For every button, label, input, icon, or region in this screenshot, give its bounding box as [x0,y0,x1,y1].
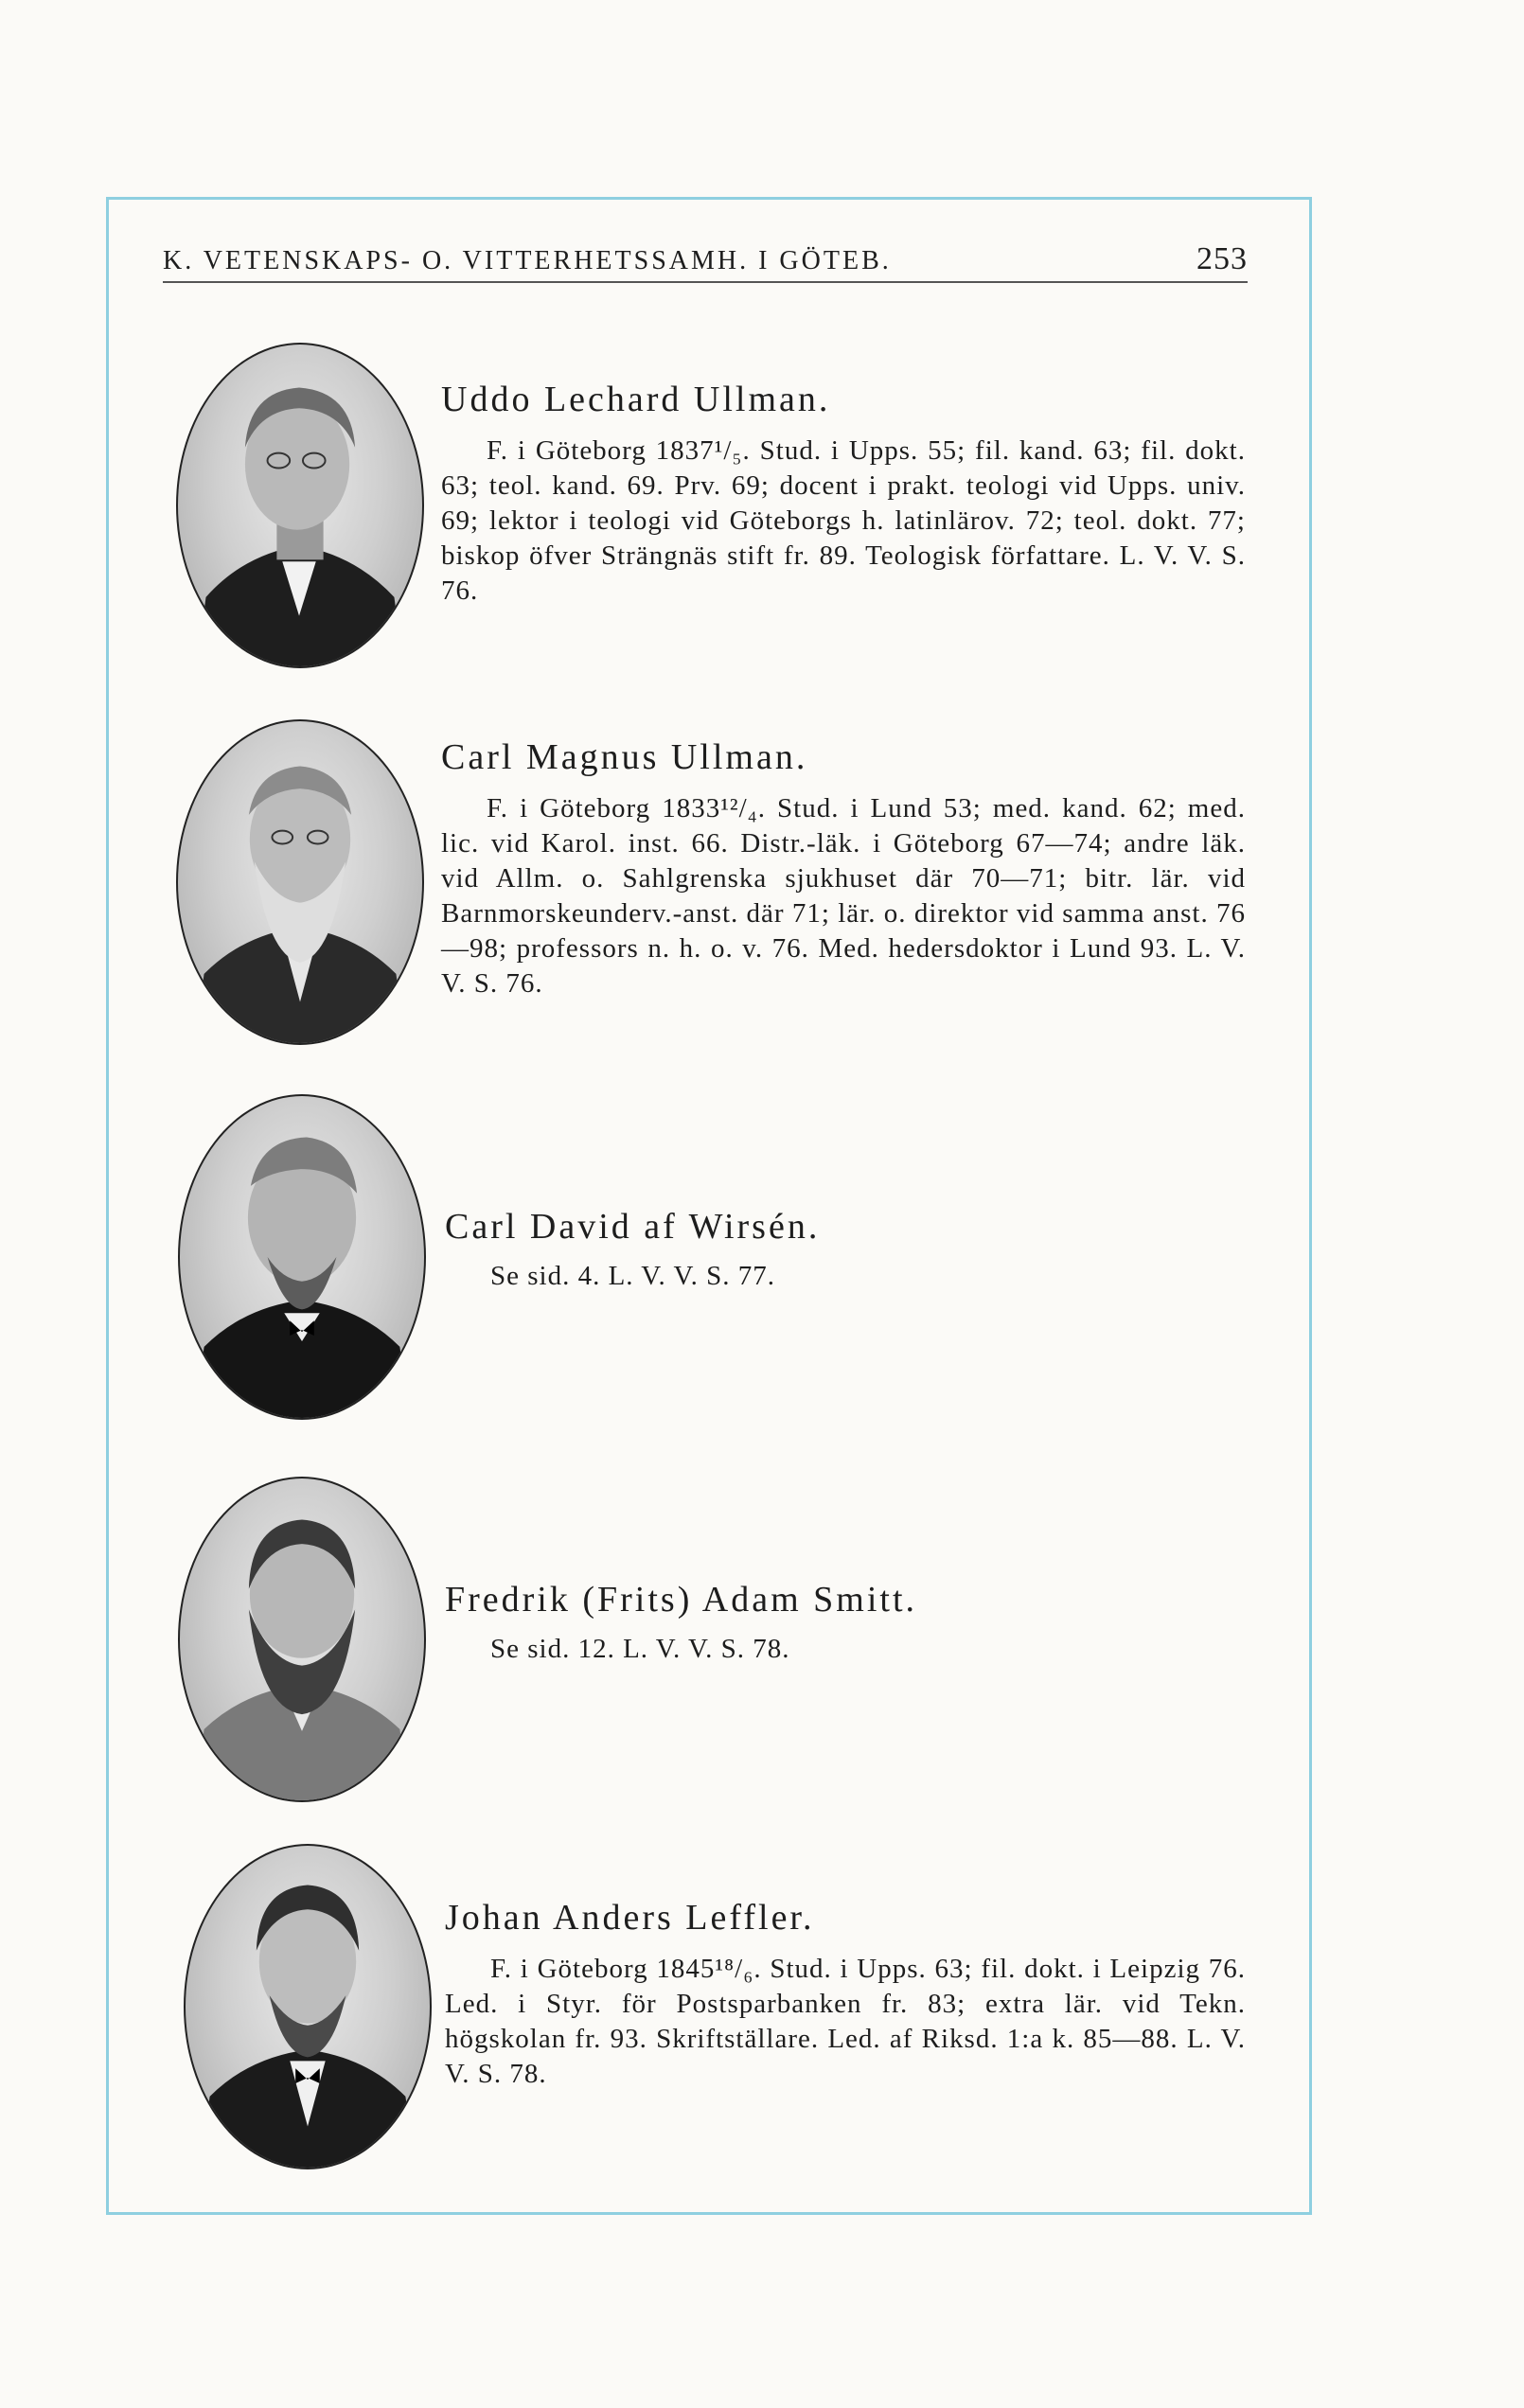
portrait-johan-anders-leffler [184,1844,432,2169]
entry-carl-magnus-ullman [441,736,1246,1001]
header-rule [163,281,1248,283]
entry-reference: Se sid. 4. L. V. V. S. 77. [490,1261,776,1291]
entry-biography: F. i Göteborg 1845¹⁸/₆. Stud. i Upps. 63; fil. dokt. i Leipzig 76. Led. i Styr. för Postsparbanken fr. 83; extra lär. vid Tekn. högskolan fr. 93. Skriftställare. Led. af Riksd. 1:a k. 85—88. L. V. V. S. 78. [445,1954,1246,2089]
entry-johan-anders-leffler [445,1897,1246,2092]
entry-name: Carl Magnus Ullman. [441,737,808,777]
entry-reference: Se sid. 12. L. V. V. S. 78. [490,1634,790,1664]
portrait-uddo-ullman [176,343,424,668]
entry-fredrik-adam-smitt [445,1579,1246,1665]
portrait-carl-magnus-ullman [176,719,424,1045]
entry-biography: F. i Göteborg 1837¹/₅. Stud. i Upps. 55; fil. kand. 63; fil. dokt. 63; teol. kand. 69. Prv. 69; docent i prakt. teologi vid Upps. univ. 69; lektor i teologi vid Göteborgs h. latinlärov. 72; teol. dokt. 77; biskop öfver Strängnäs stift fr. 89. Teologisk författare. L. V. V. S. 76. [441,435,1246,606]
running-head [163,241,1248,277]
entry-name: Carl David af Wirsén. [445,1207,821,1247]
portrait-fredrik-adam-smitt [178,1477,426,1802]
running-title: K. VETENSKAPS- O. VITTERHETSSAMH. I GÖTEB. [163,246,892,275]
entry-uddo-ullman [441,379,1246,609]
entry-name: Johan Anders Leffler. [445,1898,815,1938]
entry-carl-david-af-wirsen [445,1206,1246,1292]
page-number: 253 [1196,241,1248,276]
entry-name: Fredrik (Frits) Adam Smitt. [445,1580,917,1620]
portrait-carl-david-af-wirsen [178,1094,426,1420]
entry-biography: F. i Göteborg 1833¹²/₄. Stud. i Lund 53; med. kand. 62; med. lic. vid Karol. inst. 66. Distr.-läk. i Göteborg 67—74; andre läk. vid Allm. o. Sahlgrenska sjukhuset där 70—71; bitr. lär. vid Barnmorskeunderv.-anst. där 71; lär. o. direktor vid samma anst. 76—98; professors n. h. o. v. 76. Med. hedersdoktor i Lund 93. L. V. V. S. 76. [441,793,1246,999]
entry-name: Uddo Lechard Ullman. [441,380,831,419]
